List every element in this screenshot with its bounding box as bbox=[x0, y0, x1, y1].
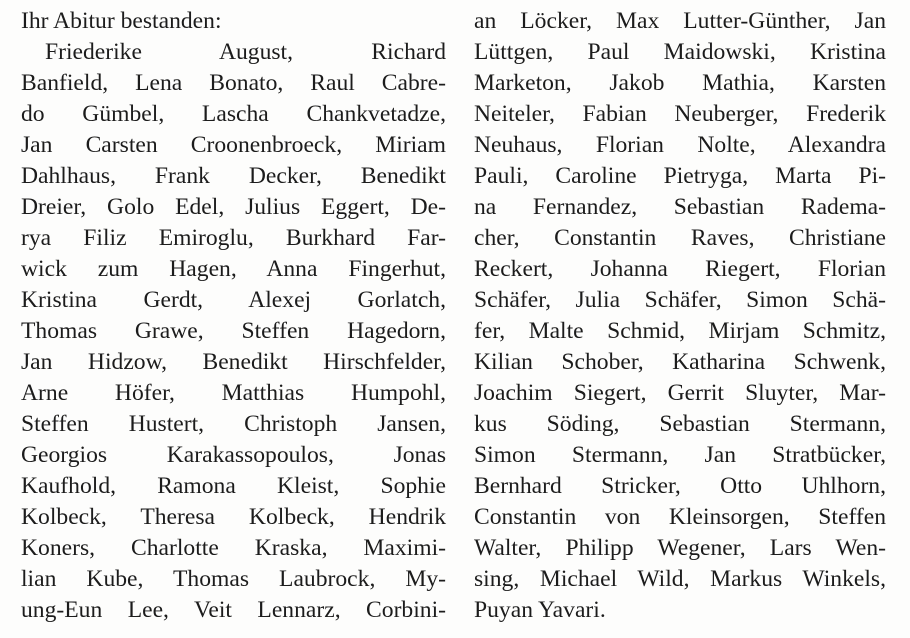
right-column bbox=[474, 6, 886, 626]
text-line: Puyan Yavari. bbox=[474, 597, 606, 623]
text-line: lian Kube, Thomas Laubrock, My- bbox=[21, 566, 446, 592]
text-line: Bernhard Stricker, Otto Uhlhorn, bbox=[474, 473, 886, 499]
text-line: Walter, Philipp Wegener, Lars Wen- bbox=[474, 535, 886, 561]
text-line: Dreier, Golo Edel, Julius Eggert, De- bbox=[21, 194, 446, 220]
text-line: wick zum Hagen, Anna Fingerhut, bbox=[21, 256, 446, 282]
text-line: do Gümbel, Lascha Chankvetadze, bbox=[21, 101, 446, 127]
text-line: Kolbeck, Theresa Kolbeck, Hendrik bbox=[21, 504, 446, 530]
text-line: Steffen Hustert, Christoph Jansen, bbox=[21, 411, 446, 437]
text-line: Georgios Karakassopoulos, Jonas bbox=[21, 442, 446, 468]
text-line: Pauli, Caroline Pietryga, Marta Pi- bbox=[474, 163, 886, 189]
text-line: Jan Carsten Croonenbroeck, Miriam bbox=[21, 132, 446, 158]
text-line: Banfield, Lena Bonato, Raul Cabre- bbox=[21, 70, 446, 96]
text-line: Constantin von Kleinsorgen, Steffen bbox=[474, 504, 886, 530]
text-line: an Löcker, Max Lutter-Günther, Jan bbox=[474, 8, 886, 34]
text-line: Reckert, Johanna Riegert, Florian bbox=[474, 256, 886, 282]
text-line: sing, Michael Wild, Markus Winkels, bbox=[474, 566, 886, 592]
text-line: Kristina Gerdt, Alexej Gorlatch, bbox=[21, 287, 446, 313]
text-line: ung-Eun Lee, Veit Lennarz, Corbini- bbox=[21, 597, 446, 623]
text-line: fer, Malte Schmid, Mirjam Schmitz, bbox=[474, 318, 886, 344]
text-line: Arne Höfer, Matthias Humpohl, bbox=[21, 380, 446, 406]
text-line: Marketon, Jakob Mathia, Karsten bbox=[474, 70, 886, 96]
text-line: Koners, Charlotte Kraska, Maximi- bbox=[21, 535, 446, 561]
text-line: Schäfer, Julia Schäfer, Simon Schä- bbox=[474, 287, 886, 313]
text-line: Simon Stermann, Jan Stratbücker, bbox=[474, 442, 886, 468]
text-line: Jan Hidzow, Benedikt Hirschfelder, bbox=[21, 349, 446, 375]
text-line: Kilian Schober, Katharina Schwenk, bbox=[474, 349, 886, 375]
text-line: Lüttgen, Paul Maidowski, Kristina bbox=[474, 39, 886, 65]
text-line: Kaufhold, Ramona Kleist, Sophie bbox=[21, 473, 446, 499]
left-column bbox=[21, 6, 446, 626]
text-line: cher, Constantin Raves, Christiane bbox=[474, 225, 886, 251]
text-line: Joachim Siegert, Gerrit Sluyter, Mar- bbox=[474, 380, 886, 406]
text-line: na Fernandez, Sebastian Radema- bbox=[474, 194, 886, 220]
text-line: Neuhaus, Florian Nolte, Alexandra bbox=[474, 132, 886, 158]
heading: Ihr Abitur bestanden: bbox=[21, 8, 222, 34]
text-line: Friederike August, Richard bbox=[45, 39, 446, 65]
text-line: rya Filiz Emiroglu, Burkhard Far- bbox=[21, 225, 446, 251]
text-line: Thomas Grawe, Steffen Hagedorn, bbox=[21, 318, 446, 344]
text-line: Neiteler, Fabian Neuberger, Frederik bbox=[474, 101, 886, 127]
text-line: Dahlhaus, Frank Decker, Benedikt bbox=[21, 163, 446, 189]
text-line: kus Söding, Sebastian Stermann, bbox=[474, 411, 886, 437]
